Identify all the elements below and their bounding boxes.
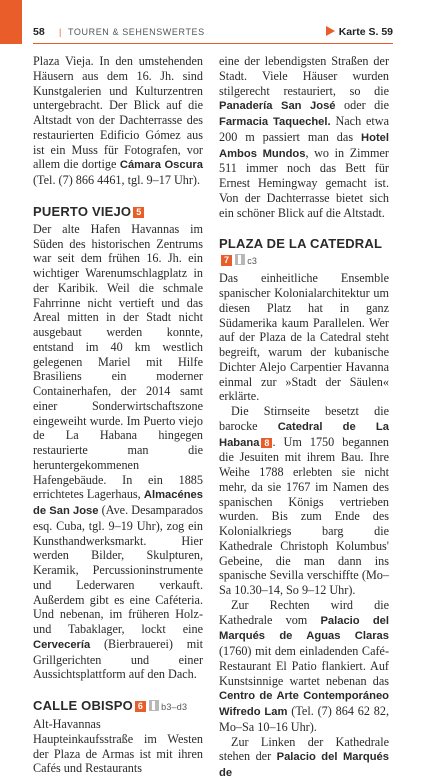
- text: Die Stirnseite besetzt die barocke: [219, 404, 389, 433]
- text: Alt-Havannas Haupteinkaufsstraße im Westen der Plaza de Armas ist mit ihren Cafés und Restaurants: [33, 717, 203, 776]
- section-label: TOUREN & SEHENSWERTES: [67, 27, 205, 37]
- poi-name: Palacio del Marqués de Aguas Claras: [219, 614, 389, 643]
- text: (Tel. (7) 866 4461, tgl. 9–17 Uhr).: [33, 173, 201, 187]
- poi-name: Cervecería: [33, 638, 91, 651]
- poi-name: Almacénes de San Jose: [33, 489, 203, 517]
- poi-name: Cámara Oscura: [119, 159, 203, 172]
- section-title: [59, 27, 205, 37]
- poi-name: Centro de Arte Contemporáneo Wifredo Lam: [219, 690, 389, 718]
- left-column: [33, 54, 203, 776]
- paragraph: [219, 598, 389, 735]
- text: (1760) mit dem einladenden Café-Restaurant El Patio flankiert. Auf Kunstsinnige wartet nebenan das: [219, 644, 389, 688]
- poi-number-badge: 5: [133, 207, 144, 218]
- text: oder die: [335, 98, 390, 113]
- text: , wo in Zimmer 511 immer noch das Bett für Ernest Hemingway gemacht ist. Von der Dachterrasse bietet sich ein schöner Blick auf die Altstadt.: [219, 145, 389, 220]
- heading-puerto-viejo: [33, 204, 203, 220]
- heading-text: CALLE OBISPO: [33, 698, 133, 713]
- text: (Bierbrauerei) mit Grillgerichten und einer Aussichtsplattform auf den Dach.: [33, 636, 203, 682]
- text: (Tel. (7) 864 62 82, Mo–Sa 10–16 Uhr).: [219, 704, 389, 734]
- paragraph: [33, 54, 203, 188]
- map-coordinates: c3: [247, 256, 258, 267]
- text: Zur Rechten wird die Kathedrale vom: [219, 597, 389, 627]
- text: . Um 1750 begannen die Jesuiten mit ihrem Bau. Ihre Weihe 1788 erlebten sie nicht mehr, da sie 1767 im Namen des spanischen Königs vertrieben wurden. Bis zum Ende des Kolonialkriegs barg die Kathedrale Christoph Kolumbus' Gebeine, die man dann ins spanische Sevilla verschiffte (Mo–Sa 10.30–14, So 9–12 Uhr).: [219, 434, 389, 597]
- map-icon: [235, 254, 245, 265]
- paragraph: [33, 717, 203, 776]
- arrow-icon: [326, 26, 335, 36]
- header-rule: [33, 43, 393, 44]
- poi-name: Hotel Ambos Mundos: [219, 131, 389, 160]
- text: Zur Linken der Kathedrale stehen der: [219, 734, 389, 764]
- text: Nach etwa 200 m passiert man das: [219, 114, 389, 144]
- text: Der alte Hafen Havannas im Süden des historischen Zentrums war seit dem frühen 16. Jh. ein wichtiger Warenumschlagplatz in der Karibik. Weil die schmale Fahrrinne nicht vertieft und das Areal mitten in der Stadt nicht ausgebaut werden konnte, entstand im 40 km westlich gelegenen Mariel mit Hilfe Brasiliens ein moderner Containerhafen, der 2014 samt einer Sonderwirtschaftszone eingeweiht wurde. Im Puerto viejo de La Habana hingegen restaurierte man die heruntergekommenen Hafengebäude. In ein 1885 errichtetes Lagerhaus,: [33, 221, 203, 502]
- poi-name: Palacio del Marqués de: [219, 751, 389, 779]
- text: Plaza Vieja. In den umstehenden Häusern aus dem 16. Jh. sind Kunstgalerien und Kulturzentren untergebracht. Der Blick auf die Altstadt von der Dachterrasse des restaurierten Edificio Gómez aus ist ein Muss für Fotografen, vor allem die dortige: [33, 54, 203, 172]
- paragraph: [219, 404, 389, 598]
- map-reference-label: Karte S. 59: [338, 26, 393, 38]
- poi-number-badge: 7: [221, 255, 232, 266]
- poi-name: Farmacia Taquechel.: [219, 116, 331, 128]
- paragraph: [219, 271, 389, 404]
- map-icon: [149, 700, 159, 711]
- map-coordinates: b3–d3: [161, 702, 188, 712]
- page-header: [33, 26, 393, 40]
- poi-number-badge: 8: [261, 438, 272, 448]
- paragraph: [33, 222, 203, 682]
- page-number: 58: [33, 26, 45, 38]
- paragraph: [219, 54, 389, 220]
- heading-plaza-de-la-catedral: [219, 236, 389, 269]
- paragraph: [219, 735, 389, 781]
- heading-calle-obispo: [33, 698, 203, 715]
- text: Das einheitliche Ensemble spanischer Kolonialarchitektur um diesen Platz hat in ganz Südamerika kaum Parallelen. Wer auf der Plaza de la Catedral steht begreift, warum der kubanische Dichter Alejo Carpentier Havanna einmal zur »Stadt der Säulen« erklärte.: [219, 271, 389, 404]
- poi-name: Catedral de La Habana: [219, 420, 389, 449]
- heading-text: PLAZA DE LA CATEDRAL: [219, 236, 383, 252]
- poi-name: Panadería San José: [219, 100, 336, 113]
- text: eine der lebendigsten Straßen der Stadt. Viele Häuser wurden stilgerecht restauriert, so die: [219, 54, 389, 98]
- map-reference: [326, 26, 393, 38]
- right-column: [219, 54, 389, 781]
- text: (Ave. Desamparados esq. Cuba, tgl. 9–19 Uhr), zog ein Kunsthandwerksmarkt. Hier werden Bilder, Skulpturen, Keramik, Percussioninstrumente und Lederwaren verkauft. Außerdem gibt es eine Caféteria. Und nebenan, im früheren Holz- und Tabaklager, lockt eine: [33, 503, 204, 636]
- heading-text: PUERTO VIEJO: [33, 203, 132, 219]
- header-separator: |: [59, 27, 62, 37]
- chapter-tab: [0, 0, 22, 44]
- poi-number-badge: 6: [135, 701, 146, 712]
